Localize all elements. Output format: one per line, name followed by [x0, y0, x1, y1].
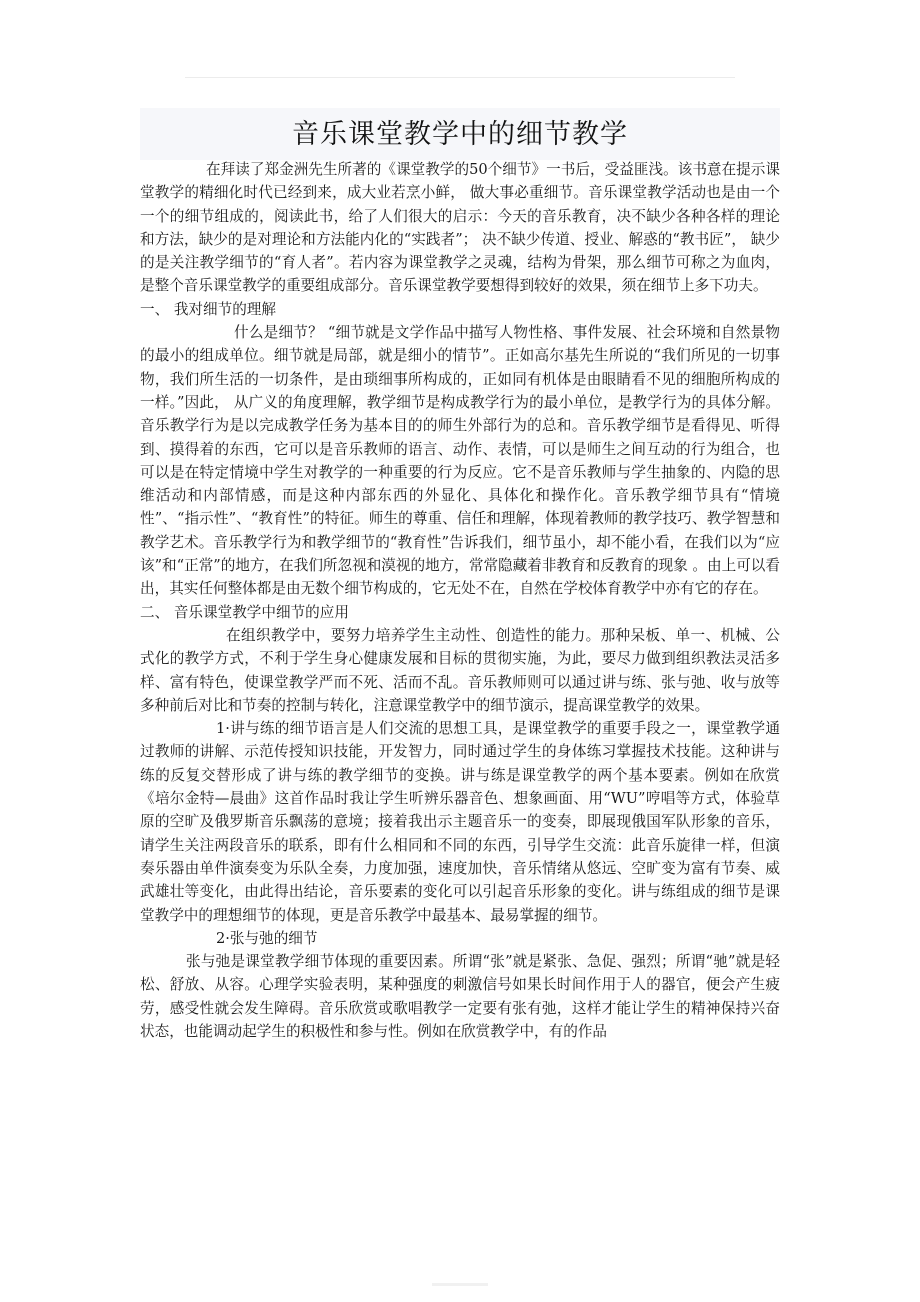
paragraph-item-1: 1·讲与练的细节语言是人们交流的思想工具，是课堂教学的重要手段之一，课堂教学通过教师的讲解、示范传授知识技能，开发智力，同时通过学生的身体练习掌握技术技能。这种讲与练的反复交替形成了讲与练的教学细节的变换。讲与练是课堂教学的两个基本要素。例如在欣赏《培尔金特—晨曲》这首作品时我让学生听辨乐器音色、想象画面、用“WU”哼唱等方式，体验草原的空旷及俄罗斯音乐飘荡的意境；接着我出示主题音乐一的变奏，即展现俄国军队形象的音乐，请学生关注两段音乐的联系，即有什么相同和不同的东西，引导学生交流：此音乐旋律一样，但演奏乐器由单件演奏变为乐队全奏，力度加强，速度加快，音乐情绪从悠远、空旷变为富有节奏、威武雄壮等变化，由此得出结论，音乐要素的变化可以引起音乐形象的变化。讲与练组成的细节是课堂教学中的理想细节的体现，更是音乐教学中最基本、最易掌握的细节。: [140, 720, 780, 924]
document-page: [140, 112, 780, 1043]
footer-mark: [432, 1283, 488, 1286]
paragraph-section-2-body: 在组织教学中，要努力培养学生主动性、创造性的能力。那种呆板、单一、机械、公式化的教学方式，不利于学生身心健康发展和目标的贯彻实施，为此，要尽力做到组织教法灵活多样、富有特色，使课堂教学严而不死、活而不乱。音乐教师则可以通过讲与练、张与弛、收与放等多种前后对比和节奏的控制与转化，注意课堂教学中的细节演示，提高课堂教学的效果。: [140, 626, 780, 714]
header-rule: [185, 77, 735, 78]
paragraph-intro: 在拜读了郑金洲先生所著的《课堂教学的50个细节》一书后，受益匪浅。该书意在提示课堂教学的精细化时代已经到来，成大业若烹小鲜， 做大事必重细节。音乐课堂教学活动也是由一个一个的细节组成的，阅读此书，给了人们很大的启示：今天的音乐教育，决不缺少各种各样的理论和方法，缺少的是对理论和方法能内化的“实践者”； 决不缺少传道、授业、解惑的“教书匠”， 缺少的是关注教学细节的“育人者”。若内容为课堂教学之灵魂，结构为骨架，那么细节可称之为血肉，是整个音乐课堂教学的重要组成部分。音乐课堂教学要想得到较好的效果，须在细节上多下功夫。: [140, 161, 780, 295]
document-title: 音乐课堂教学中的细节教学: [292, 119, 628, 150]
paragraph-item-2-body: 张与弛是课堂教学细节体现的重要因素。所谓“张”就是紧张、急促、强烈；所谓“驰”就是轻松、舒放、从容。心理学实验表明，某种强度的刺激信号如果长时间作用于人的器官，便会产生疲劳，感受性就会发生障碍。音乐欣赏或歌唱教学一定要有张有弛，这样才能让学生的精神保持兴奋状态，也能调动起学生的积极性和参与性。例如在欣赏教学中，有的作品: [140, 953, 780, 1040]
paragraph-item-2-heading: 2·张与弛的细节: [216, 929, 318, 947]
paragraph-section-1-heading: 一、 我对细节的理解: [140, 300, 276, 318]
document-body: [140, 158, 780, 1043]
paragraph-section-1-body: 什么是细节？ “细节就是文学作品中描写人物性格、事件发展、社会环境和自然景物的最小的组成单位。细节就是局部，就是细小的情节”。正如高尔基先生所说的“我们所见的一切事物，我们所生活的一切条件，是由琐细事所构成的，正如同有机体是由眼睛看不见的细胞所构成的一样。”因此， 从广义的角度理解，教学细节是构成教学行为的最小单位，是教学行为的具体分解。音乐教学行为是以完成教学任务为基本目的的师生外部行为的总和。音乐教学细节是看得见、听得到、摸得着的东西，它可以是音乐教师的语言、动作、表情，可以是师生之间互动的行为组合，也可以是在特定情境中学生对教学的一种重要的行为反应。它不是音乐教师与学生抽象的、内隐的思维活动和内部情感，而是这种内部东西的外显化、具体化和操作化。音乐教学细节具有“情境性”、“指示性”、“教育性”的特征。师生的尊重、信任和理解，体现着教师的教学技巧、教学智慧和教学艺术。音乐教学行为和教学细节的“教育性”告诉我们，细节虽小，却不能小看，在我们以为“应该”和“正常”的地方，在我们所忽视和漠视的地方，常常隐藏着非教育和反教育的现象 。由上可以看出，其实任何整体都是由无数个细节构成的，它无处不在，自然在学校体育教学中亦有它的存在。: [140, 324, 780, 598]
paragraph-section-2-heading: 二、 音乐课堂教学中细节的应用: [140, 603, 349, 621]
